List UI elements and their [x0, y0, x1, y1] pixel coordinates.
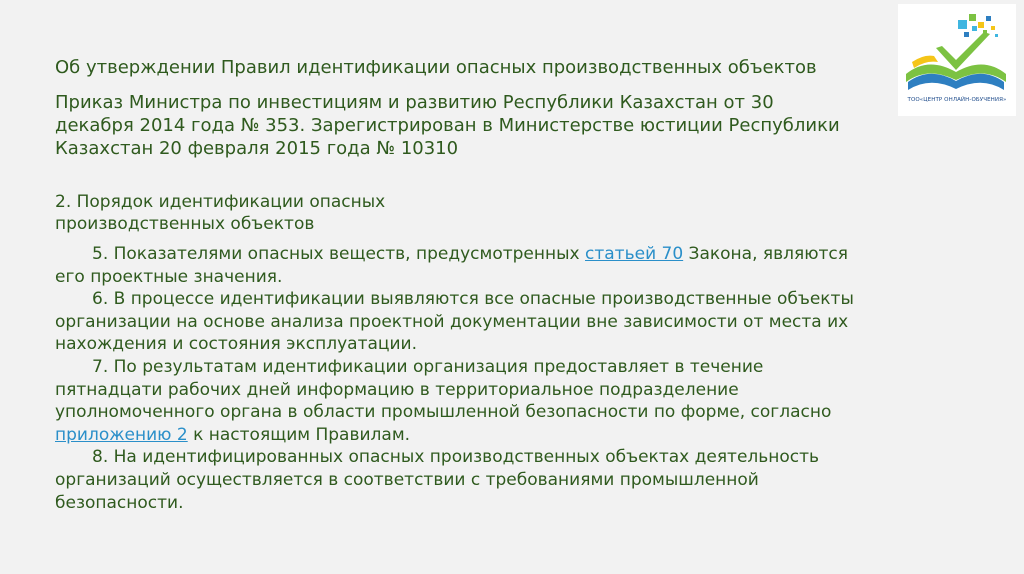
paragraph-5-text-end: Закона, являются его проектные значения. [55, 244, 849, 287]
paragraph-5-text: 5. Показателями опасных веществ, предусмотренных [92, 244, 586, 264]
paragraph-7-text-end: к настоящим Правилам. [187, 424, 411, 445]
section-heading: 2. Порядок идентификации опасных производственных объектов [55, 192, 386, 234]
order-details: Приказ Министра по инвестициям и развитию Республики Казахстан от 30 декабря 2014 года № 353. Зарегистрирован в Министерстве юстиции Республики Казахстан 20 февраля 2015 года № 10310 [55, 92, 840, 159]
paragraph-8 [55, 446, 875, 514]
company-logo [898, 4, 1016, 116]
article-70-link[interactable]: статьей 70 [585, 244, 684, 264]
document-body [55, 243, 875, 514]
document-title: Об утверждении Правил идентификации опасных производственных объектов [55, 57, 817, 78]
paragraph-7-text: 7. По результатам идентификации организация предоставляет в течение пятнадцати рабочих дней информацию в территориальное подразделение уполномоченного органа в области промышленной безопасности по форме, согласно [55, 356, 832, 423]
paragraph-7 [55, 356, 875, 446]
paragraph-5 [55, 243, 875, 288]
paragraph-8-text: 8. На идентифицированных опасных производственных объектах деятельность организаций осуществляется в соответствии с требованиями промышленной безопасности. [55, 447, 820, 513]
paragraph-6 [55, 288, 875, 356]
book-logo-icon [898, 4, 1016, 99]
logo-text: ТОО«ЦЕНТР ОНЛАЙН-ОБУЧЕНИЯ» [907, 97, 1007, 103]
appendix-2-link[interactable]: приложению 2 [55, 424, 188, 445]
paragraph-6-text: 6. В процессе идентификации выявляются все опасные производственные объекты организации на основе анализа проектной документации вне зависимости от места их нахождения и состояния эксплуатации. [55, 289, 854, 355]
